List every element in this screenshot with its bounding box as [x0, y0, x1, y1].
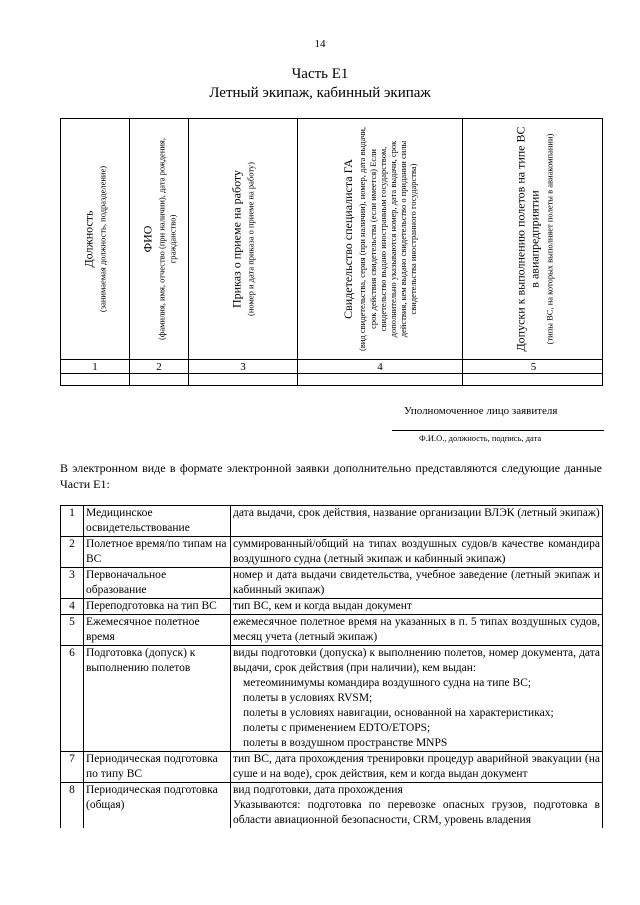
- crew-table: [60, 118, 603, 386]
- column-title: ФИО: [140, 225, 155, 253]
- row-name: Переподготовка на тип ВС: [84, 599, 231, 615]
- column-number: 5: [530, 361, 537, 373]
- signature-caption: Ф.И.О., должность, подпись, дата: [419, 433, 542, 443]
- page-number: 14: [314, 38, 326, 50]
- row-description: тип ВС, кем и когда выдан документ: [231, 599, 603, 615]
- column-header-position: [61, 119, 129, 359]
- row-description: суммированный/общий на типах воздушных судов/в качестве командира воздушного судна (летный экипаж и кабинный экипаж): [231, 537, 603, 568]
- table-row: [61, 568, 603, 599]
- table-row: [61, 599, 603, 615]
- part-title: Часть Е1: [291, 66, 349, 82]
- row-name: Ежемесячное полетное время: [84, 615, 231, 646]
- column-title: Приказ о приеме на работу: [229, 170, 244, 308]
- column-header-order: [189, 119, 297, 359]
- column-title: Допуски к выполнению полетов на типе ВС в авиапредприятии: [513, 126, 542, 352]
- column-title: Свидетельство специалиста ГА: [341, 159, 356, 319]
- column-number: 2: [156, 361, 162, 373]
- row-description: тип ВС, дата прохождения тренировки процедур аварийной эвакуации (на суше и на воде), срок действия, кем и когда выдан документ: [231, 752, 603, 783]
- column-note: (занимаемая должность, подразделение): [98, 165, 109, 313]
- table-row: [61, 506, 603, 537]
- column-note: (типы ВС, на которых выполняет полеты в авиакомпании): [543, 133, 554, 345]
- row-description-extra: Указываются: подготовка по перевозке опасных грузов, подготовка в области авиационной безопасности, CRM, уровень владения: [233, 799, 600, 826]
- row-number: 6: [61, 646, 84, 752]
- column-number: 3: [240, 361, 246, 373]
- table-row: [61, 646, 603, 752]
- row-name: Полетное время/по типам на ВС: [84, 537, 231, 568]
- row-number: 3: [61, 568, 84, 599]
- list-item: метеоминимумы командира воздушного судна на типе ВС;: [243, 677, 532, 689]
- row-number: 5: [61, 615, 84, 646]
- column-header-permits: [463, 119, 604, 359]
- column-number: 1: [92, 361, 98, 373]
- table-row: [61, 537, 603, 568]
- row-name: Подготовка (допуск) к выполнению полетов: [84, 646, 231, 752]
- column-title: Должность: [81, 210, 96, 268]
- row-description: номер и дата выдачи свидетельства, учебное заведение (летный экипаж и кабинный экипаж): [231, 568, 603, 599]
- signature-line: [392, 430, 604, 431]
- row-description: ежемесячное полетное время на указанных в п. 5 типах воздушных судов, месяц учета (летный экипаж): [231, 615, 603, 646]
- column-note: (номер и дата приказа о приеме на работу): [246, 161, 257, 317]
- row-number: 7: [61, 752, 84, 783]
- intro-paragraph: В электронном виде в формате электронной заявки дополнительно представляются следующие данные Части Е1:: [60, 461, 602, 491]
- row-name: Периодическая подготовка (общая): [84, 783, 231, 829]
- row-description-text: вид подготовки, дата прохождения: [233, 784, 403, 796]
- row-description: дата выдачи, срок действия, название организации ВЛЭК (летный экипаж): [231, 506, 603, 537]
- column-number: 4: [377, 361, 383, 373]
- column-header-certificate: [298, 119, 462, 359]
- list-item: полеты в условиях RVSM;: [243, 692, 373, 704]
- table-row: [61, 783, 603, 829]
- row-description: [231, 783, 603, 829]
- table-row: [61, 752, 603, 783]
- row-number: 8: [61, 783, 84, 829]
- row-description: [231, 646, 603, 752]
- list-item: полеты с применением EDTO/ETOPS;: [243, 722, 431, 734]
- column-note: (фамилия, имя, отчество (при наличии), дата рождения, гражданство): [157, 138, 178, 340]
- row-name: Первоначальное образование: [84, 568, 231, 599]
- table-row: [61, 615, 603, 646]
- row-number: 2: [61, 537, 84, 568]
- row-description-text: виды подготовки (допуска) к выполнению полетов, номер документа, дата выдачи, срок действия (при наличии), кем выдан:: [233, 647, 600, 674]
- row-number: 1: [61, 506, 84, 537]
- part-subtitle: Летный экипаж, кабинный экипаж: [209, 85, 431, 101]
- column-header-name: [130, 119, 188, 359]
- list-item: полеты в условиях навигации, основанной на характеристиках;: [243, 707, 554, 719]
- list-item: полеты в воздушном пространстве MNPS: [243, 737, 448, 749]
- row-name: Медицинское освидетельствование: [84, 506, 231, 537]
- authorized-person-title: Уполномоченное лицо заявителя: [404, 405, 558, 417]
- row-name: Периодическая подготовка по типу ВС: [84, 752, 231, 783]
- column-note: (вид свидетельства, серия (при наличии), номер, дата выдачи, срок действия свидетельства (если имеется) Если свидетельство выдано иностранным государством, дополнительно указываются номер, дата выдачи, срок действия, кем выдано свидетельство о придании силы свидетельства иностранного государства): [357, 126, 419, 352]
- row-number: 4: [61, 599, 84, 615]
- detail-table: [60, 505, 603, 828]
